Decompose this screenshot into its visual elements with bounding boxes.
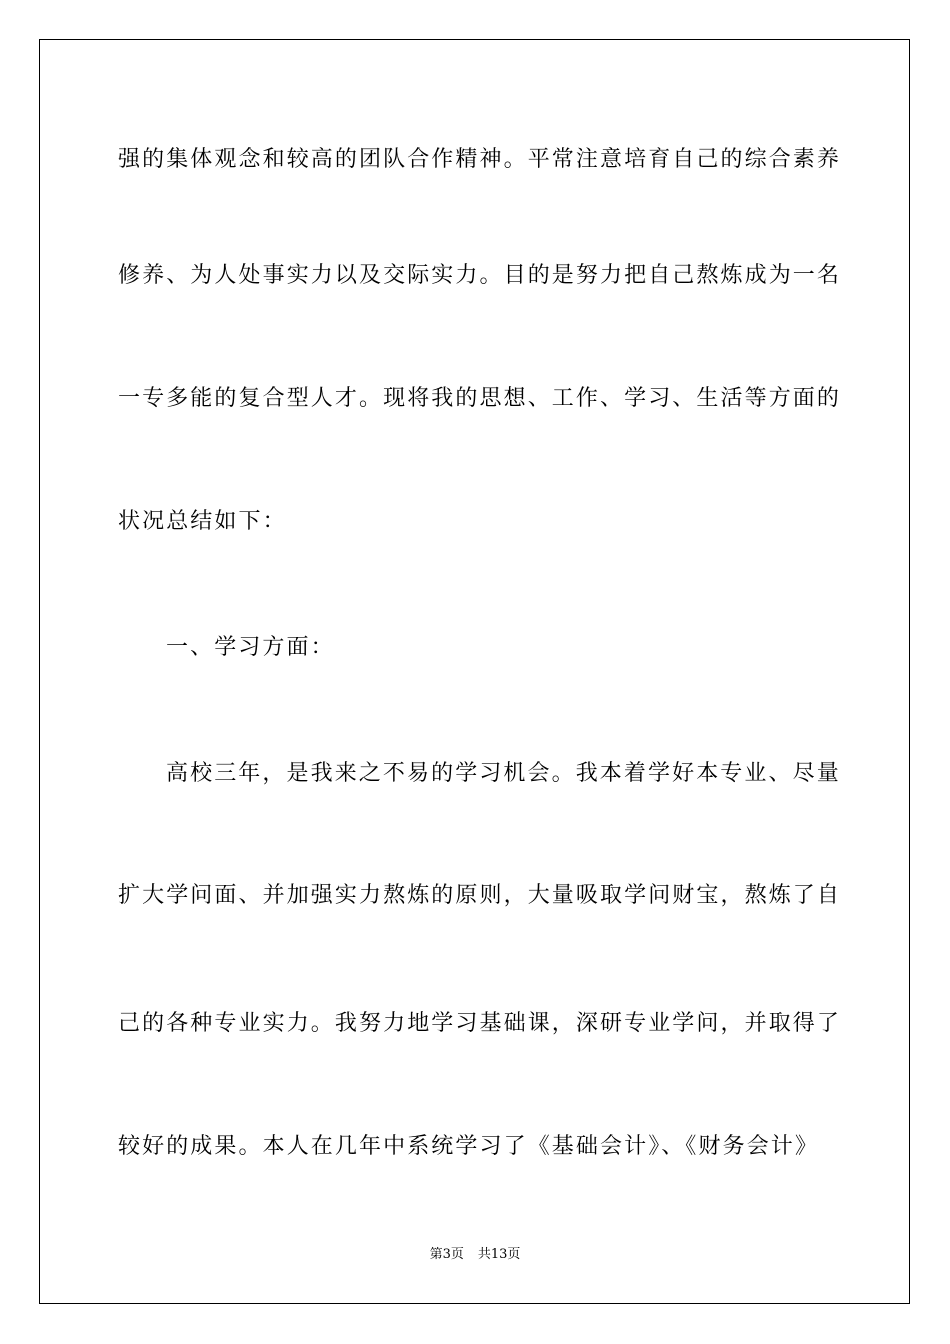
paragraph-line: 强的集体观念和较高的团队合作精神。平常注意培育自己的综合素养 — [118, 147, 842, 172]
paragraph-line: 己的各种专业实力。我努力地学习基础课，深研专业学问，并取得了 — [118, 1011, 842, 1036]
page-frame — [39, 39, 910, 1304]
paragraph-line: 较好的成果。本人在几年中系统学习了《基础会计》、《财务会计》 — [118, 1134, 820, 1159]
paragraph-line: 高校三年，是我来之不易的学习机会。我本着学好本专业、尽量 — [166, 761, 841, 786]
paragraph-line: 一专多能的复合型人才。现将我的思想、工作、学习、生活等方面的 — [118, 386, 842, 411]
paragraph-line: 修养、为人处事实力以及交际实力。目的是努力把自己熬炼成为一名 — [118, 263, 842, 288]
section-heading: 一、学习方面： — [166, 635, 335, 660]
paragraph-line: 状况总结如下： — [118, 509, 287, 534]
page-footer — [0, 1246, 950, 1264]
paragraph-line: 扩大学问面、并加强实力熬炼的原则，大量吸取学问财宝，熬炼了自 — [118, 883, 842, 908]
page-total: 共13页 — [477, 1247, 521, 1262]
page-number: 第3页 — [429, 1247, 464, 1262]
